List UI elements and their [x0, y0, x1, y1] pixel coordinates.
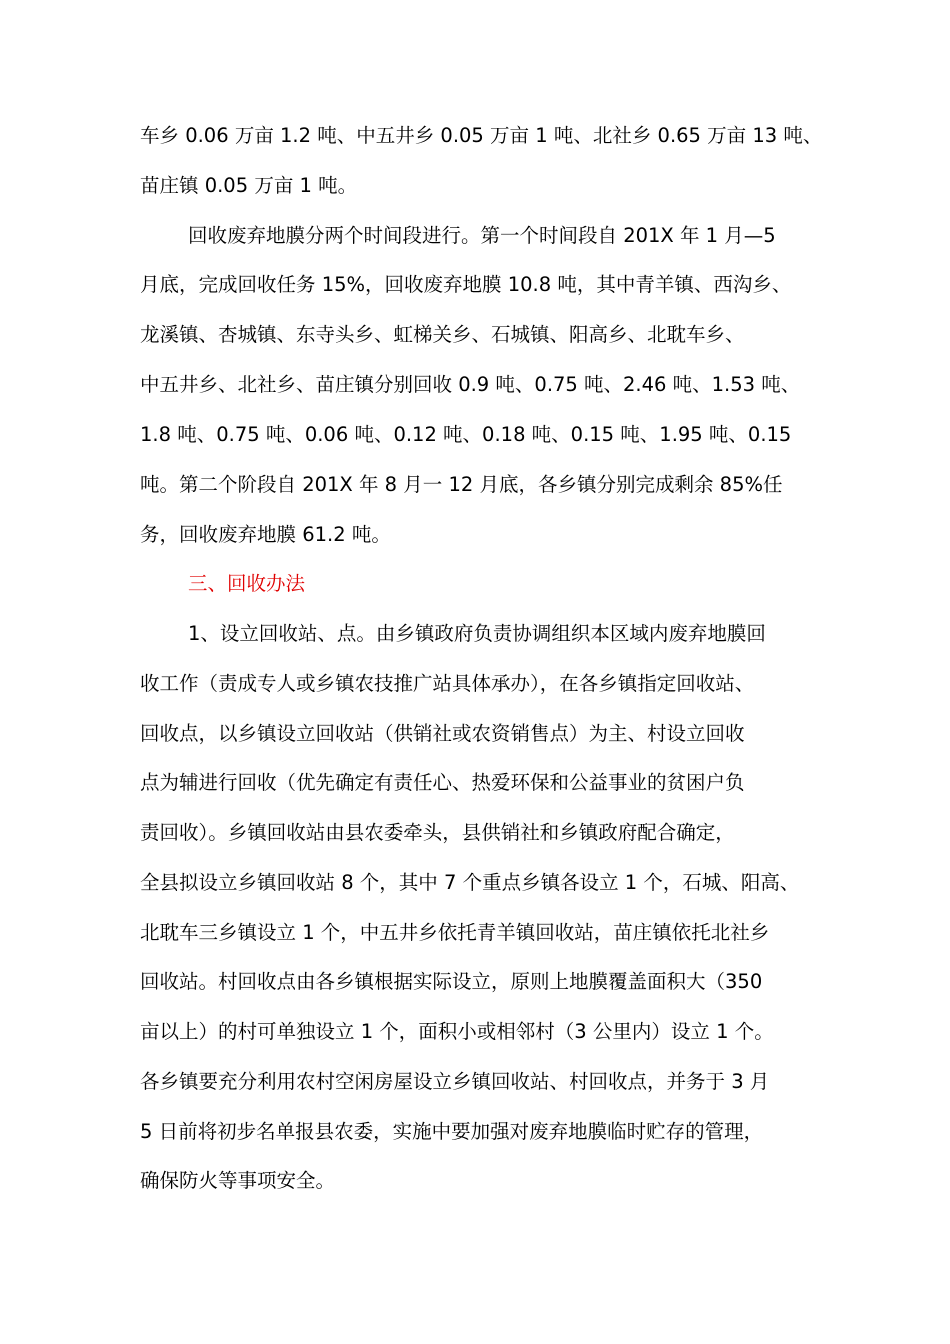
text-line: 吨。第二个阶段自 201X 年 8 月一 12 月底，各乡镇分别完成剩余 85%任: [140, 473, 783, 496]
text-line: 回收废弃地膜分两个时间段进行。第一个时间段自 201X 年 1 月—5: [188, 224, 776, 247]
text-line: 车乡 0.06 万亩 1.2 吨、中五井乡 0.05 万亩 1 吨、北社乡 0.65 万亩 13 吨、: [140, 124, 823, 147]
text-line: 5 日前将初步名单报县农委，实施中要加强对废弃地膜临时贮存的管理，: [140, 1120, 764, 1143]
text-line: 全县拟设立乡镇回收站 8 个，其中 7 个重点乡镇各设立 1 个，石城、阳高、: [140, 871, 800, 894]
text-line: 中五井乡、北社乡、苗庄镇分别回收 0.9 吨、0.75 吨、2.46 吨、1.53 吨、: [140, 373, 801, 396]
text-line: 确保防火等事项安全。: [140, 1169, 336, 1192]
text-line: 亩以上）的村可单独设立 1 个，面积小或相邻村（3 公里内）设立 1 个。: [140, 1020, 774, 1043]
section-heading: 三、回收办法: [188, 572, 306, 595]
text-line: 点为辅进行回收（优先确定有责任心、热爱环保和公益事业的贫困户负: [140, 771, 745, 794]
text-line: 回收点，以乡镇设立回收站（供销社或农资销售点）为主、村设立回收: [140, 722, 745, 745]
text-line: 收工作（责成专人或乡镇农技推广站具体承办），在各乡镇指定回收站、: [140, 672, 755, 695]
text-line: 各乡镇要充分利用农村空闲房屋设立乡镇回收站、村回收点，并务于 3 月: [140, 1070, 770, 1093]
text-line: 北耽车三乡镇设立 1 个，中五井乡依托青羊镇回收站，苗庄镇依托北社乡: [140, 921, 770, 944]
text-line: 月底，完成回收任务 15%，回收废弃地膜 10.8 吨，其中青羊镇、西沟乡、: [140, 273, 792, 296]
text-line: 龙溪镇、杏城镇、东寺头乡、虹梯关乡、石城镇、阳高乡、北耽车乡、: [140, 323, 745, 346]
text-line: 回收站。村回收点由各乡镇根据实际设立，原则上地膜覆盖面积大（350: [140, 970, 763, 993]
text-line: 1、设立回收站、点。由乡镇政府负责协调组织本区域内废弃地膜回: [188, 622, 766, 645]
text-line: 务，回收废弃地膜 61.2 吨。: [140, 523, 391, 546]
text-line: 责回收）。乡镇回收站由县农委牵头，县供销社和乡镇政府配合确定，: [140, 821, 735, 844]
text-line: 1.8 吨、0.75 吨、0.06 吨、0.12 吨、0.18 吨、0.15 吨、1.95 吨、0.15: [140, 423, 792, 446]
text-line: 苗庄镇 0.05 万亩 1 吨。: [140, 174, 358, 197]
